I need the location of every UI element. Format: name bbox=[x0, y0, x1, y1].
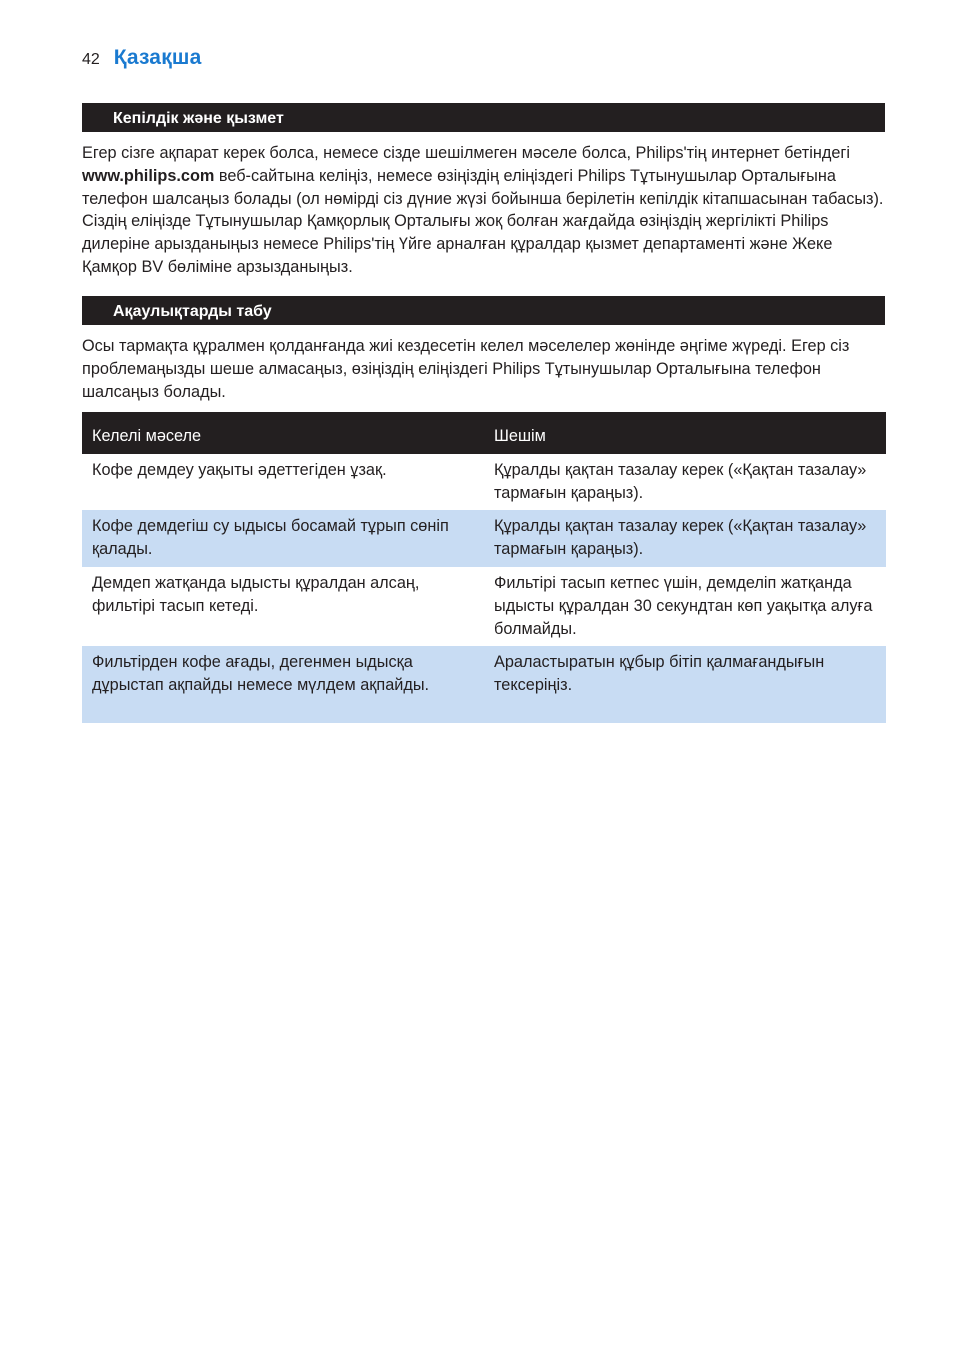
table-header-row bbox=[82, 412, 886, 454]
table-row bbox=[82, 567, 886, 646]
problem-cell: Кофе демдеу уақыты әдеттегіден ұзақ. bbox=[92, 461, 387, 479]
warranty-paragraph bbox=[82, 142, 885, 279]
solution-cell: Құралды қақтан тазалау керек («Қақтан тазалау» тармағын қараңыз). bbox=[494, 461, 867, 502]
solution-cell: Фильтірі тасып кетпес үшін, демделіп жатқанда ыдысты құралдан 30 секундтан көп уақытқа алуға болмайды. bbox=[494, 574, 873, 638]
header-problem: Келелі мәселе bbox=[82, 412, 484, 454]
table-row bbox=[82, 510, 886, 567]
solution-cell: Құралды қақтан тазалау керек («Қақтан тазалау» тармағын қараңыз). bbox=[484, 510, 886, 567]
problem-cell: Фильтірден кофе ағады, дегенмен ыдысқа дұрыстап ақпайды немесе мүлдем ақпайды. bbox=[82, 646, 484, 723]
table-row bbox=[82, 646, 886, 723]
troubleshooting-paragraph: Осы тармақта құралмен қолданғанда жиі кездесетін келел мәселелер жөнінде әңгіме жүреді. Егер сіз проблемаңызды шеше алмасаңыз, өзіңіздің еліңіздегі Philips Тұтынушылар Орталығына телефон шалсаңыз болады. bbox=[82, 337, 850, 401]
troubleshooting-table bbox=[82, 412, 886, 723]
table-row bbox=[82, 454, 886, 510]
section-heading-troubleshooting: Ақаулықтарды табу bbox=[82, 296, 885, 325]
warranty-text-end: веб-сайтына келіңіз, немесе өзіңіздің еліңіздегі Philips Тұтынушылар Орталығына телефон шалсаңыз болады (ол нөмірді сіз дүние жүзі бойынша берілетін кепілдік кітапшасынан табасыз). Сіздің еліңізде Тұтынушылар Қамқорлық Орталығы жоқ болған жағдайда өзіңіздің жергілікті Philips дилеріне арызданыңыз немесе Philips'тің Үйге арналған құралдар қызмет департаменті және Жеке Қамқор BV бөліміне арзызданыңыз. bbox=[82, 166, 884, 276]
philips-website-link[interactable]: www.philips.com bbox=[82, 166, 215, 185]
language-title: Қазақша bbox=[113, 46, 202, 69]
page-number: 42 bbox=[82, 51, 100, 68]
header-solution: Шешім bbox=[484, 412, 886, 454]
section-heading-warranty: Кепілдік және қызмет bbox=[82, 103, 885, 132]
solution-cell: Араластыратын құбыр бітіп қалмағандығын тексеріңіз. bbox=[484, 646, 886, 723]
page-header bbox=[82, 46, 201, 76]
problem-cell: Кофе демдегіш су ыдысы босамай тұрып сөніп қалады. bbox=[82, 510, 484, 567]
problem-cell: Демдеп жатқанда ыдысты құралдан алсаң, фильтірі тасып кетеді. bbox=[92, 574, 420, 615]
warranty-text-start: Егер сізге ақпарат керек болса, немесе сізде шешілмеген мәселе болса, Philips'тің интернет бетіндегі bbox=[82, 144, 850, 162]
